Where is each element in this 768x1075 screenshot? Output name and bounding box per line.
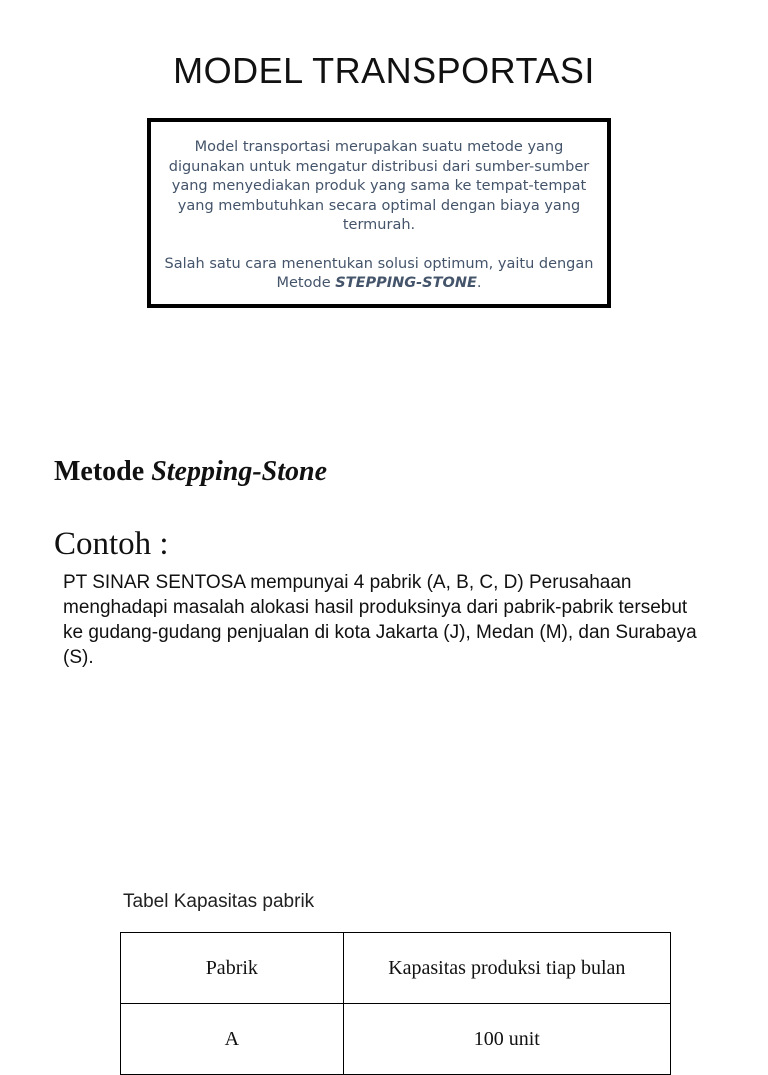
page-title: MODEL TRANSPORTASI bbox=[173, 50, 595, 91]
table-cell: A bbox=[121, 1004, 344, 1075]
example-paragraph: PT SINAR SENTOSA mempunyai 4 pabrik (A, B, C, D) Perusahaan menghadapi masalah alokasi hasil produksinya dari pabrik-pabrik tersebut ke gudang-gudang penjualan di kota Jakarta (J), Medan (M), dan Surabaya (S). bbox=[63, 572, 697, 668]
table-row bbox=[121, 1004, 671, 1075]
intro-method-prefix: Salah satu cara menentukan solusi optimum, yaitu dengan Metode bbox=[164, 255, 594, 291]
table-header-cell: Kapasitas produksi tiap bulan bbox=[343, 933, 670, 1004]
method-heading-prefix: Metode bbox=[54, 456, 152, 487]
intro-method-emphasis: STEPPING-STONE bbox=[335, 275, 477, 291]
example-heading: Contoh : bbox=[54, 526, 169, 562]
method-heading bbox=[54, 456, 327, 488]
method-heading-emphasis: Stepping-Stone bbox=[151, 456, 327, 487]
table-header-row bbox=[121, 933, 671, 1004]
capacity-table bbox=[120, 932, 671, 1075]
intro-paragraph-definition: Model transportasi merupakan suatu metode yang digunakan untuk mengatur distribusi dari sumber-sumber yang menyediakan produk yang sama ke tempat-tempat yang membutuhkan secara optimal dengan biaya yang termurah. bbox=[168, 139, 590, 233]
table-cell: 100 unit bbox=[343, 1004, 670, 1075]
intro-box bbox=[147, 118, 611, 308]
table-header-cell: Pabrik bbox=[121, 933, 344, 1004]
intro-paragraph-method bbox=[159, 255, 599, 294]
intro-method-suffix: . bbox=[476, 275, 482, 291]
table-caption: Tabel Kapasitas pabrik bbox=[123, 891, 315, 912]
